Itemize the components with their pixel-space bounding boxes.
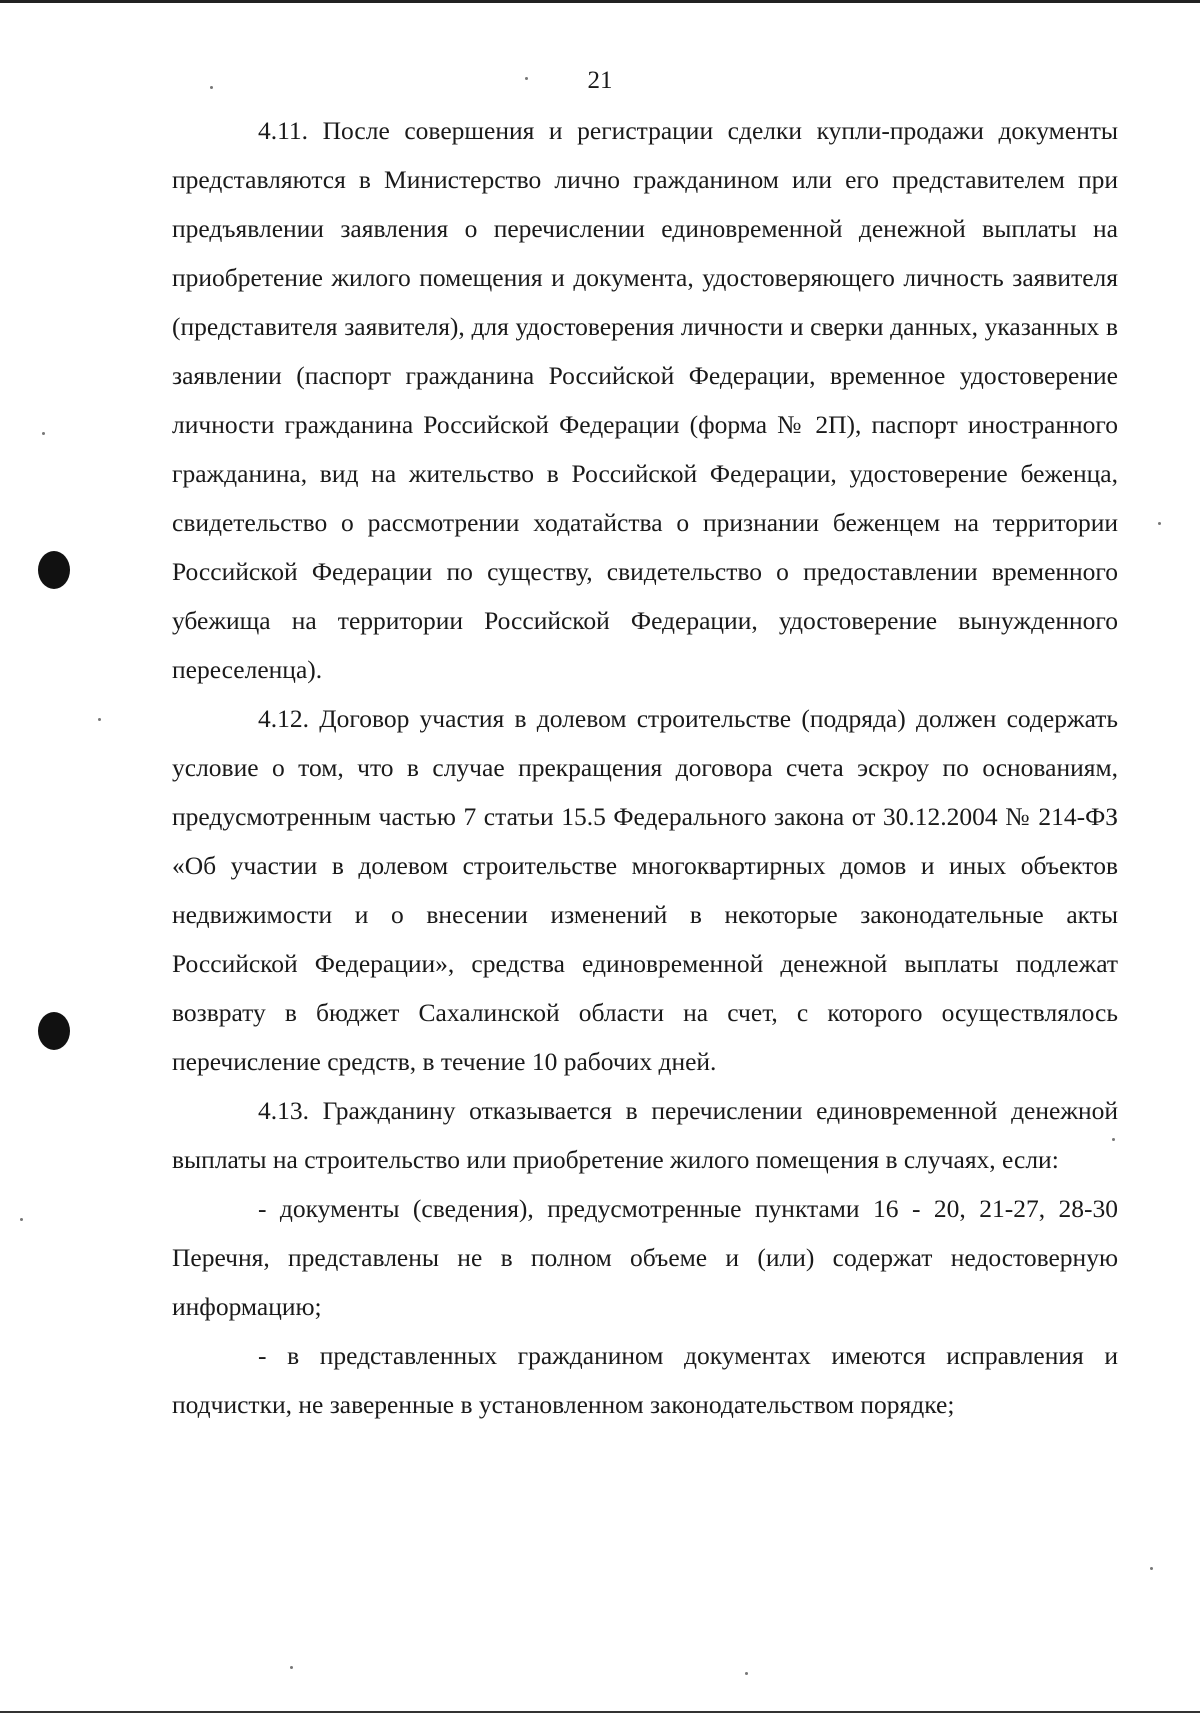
list-item-uncertified-corrections: - в представленных гражданином документах имеются исправления и подчистки, не заверенные в установленном законодательством порядке; — [172, 1341, 1118, 1419]
document-body — [172, 106, 1118, 1429]
punch-hole-lower — [38, 1012, 70, 1050]
list-item-incomplete-documents: - документы (сведения), предусмотренные пунктами 16 - 20, 21-27, 28-30 Перечня, представлены не в полном объеме и (или) содержат недостоверную информацию; — [172, 1194, 1118, 1321]
scan-speck — [1150, 1567, 1153, 1570]
paragraph-4-11: 4.11. После совершения и регистрации сделки купли-продажи документы представляются в Министерство лично гражданином или его представителем при предъявлении заявления о перечислении единовременной денежной выплаты на приобретение жилого помещения и документа, удостоверяющего личность заявителя (представителя заявителя), для удостоверения личности и сверки данных, указанных в заявлении (паспорт гражданина Российской Федерации, временное удостоверение личности гражданина Российской Федерации (форма № 2П), паспорт иностранного гражданина, вид на жительство в Российской Федерации, удостоверение беженца, свидетельство о рассмотрении ходатайства о признании беженцем на территории Российской Федерации по существу, свидетельство о предоставлении временного убежища на территории Российской Федерации, удостоверение вынужденного переселенца). — [172, 116, 1118, 684]
scan-edge-top — [0, 0, 1200, 3]
paragraph-4-12: 4.12. Договор участия в долевом строительстве (подряда) должен содержать условие о том, что в случае прекращения договора счета эскроу по основаниям, предусмотренным частью 7 статьи 15.5 Федерального закона от 30.12.2004 № 214-ФЗ «Об участии в долевом строительстве многоквартирных домов и иных объектов недвижимости и о внесении изменений в некоторые законодательные акты Российской Федерации», средства единовременной денежной выплаты подлежат возврату в бюджет Сахалинской области на счет, с которого осуществлялось перечисление средств, в течение 10 рабочих дней. — [172, 704, 1118, 1076]
page-number: 21 — [587, 67, 613, 94]
scan-speck — [745, 1672, 748, 1675]
scan-edge-bottom — [0, 1711, 1200, 1713]
punch-hole-upper — [38, 551, 70, 589]
scan-speck — [20, 1218, 23, 1221]
scan-speck — [290, 1666, 293, 1669]
scan-speck — [525, 77, 528, 80]
scan-speck — [42, 432, 45, 435]
scan-speck — [1158, 522, 1161, 525]
scan-speck — [210, 86, 213, 89]
scan-speck — [98, 718, 101, 721]
paragraph-4-13: 4.13. Гражданину отказывается в перечислении единовременной денежной выплаты на строительство или приобретение жилого помещения в случаях, если: — [172, 1096, 1118, 1174]
scan-speck — [1112, 1138, 1115, 1141]
